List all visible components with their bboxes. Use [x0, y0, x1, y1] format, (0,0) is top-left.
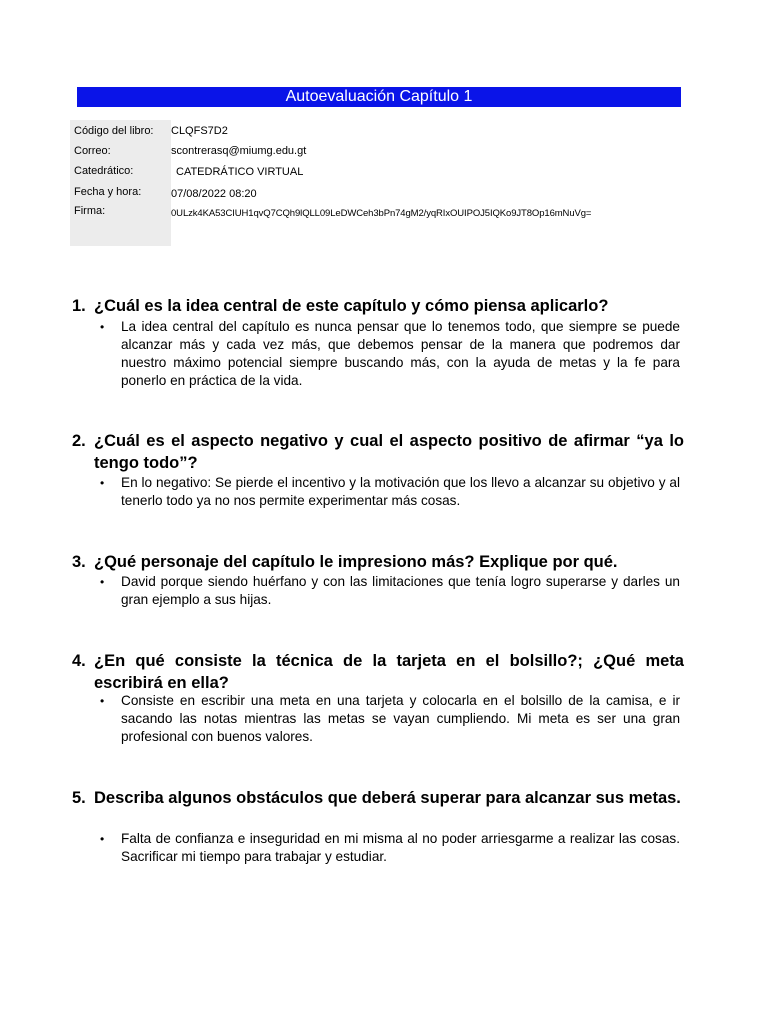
bullet-icon: •	[100, 694, 105, 708]
answer-text: En lo negativo: Se pierde el incentivo y la motivación que los llevo a alcanzar su objetivo y al tenerlo todo ya no nos permite experimentar más cosas.	[121, 475, 680, 508]
email-label: Correo:	[74, 145, 111, 157]
email-value: scontrerasq@miumg.edu.gt	[171, 145, 307, 157]
question-3	[72, 551, 684, 573]
question-1	[72, 295, 684, 317]
answer-text: David porque siendo huérfano y con las limitaciones que tenía logro superarse y darles un gran ejemplo a sus hijas.	[121, 574, 680, 607]
answer-text: Falta de confianza e inseguridad en mi misma al no poder arriesgarme a realizar las cosas. Sacrificar mi tiempo para trabajar y estudiar.	[121, 831, 680, 864]
bullet-icon: •	[100, 575, 105, 589]
signature-value: 0ULzk4KA53CIUH1qvQ7CQh9lQLL09LeDWCeh3bPn74gM2/yqRIxOUIPOJ5IQKo9JT8Op16mNuVg=	[171, 208, 592, 219]
question-text: ¿Cuál es el aspecto negativo y cual el aspecto positivo de afirmar “ya lo tengo todo”?	[94, 432, 684, 472]
answer-4	[100, 692, 680, 746]
question-4	[72, 650, 684, 694]
bullet-icon: •	[100, 832, 105, 846]
question-number: 5.	[72, 789, 86, 807]
question-5	[72, 787, 684, 809]
answer-text: Consiste en escribir una meta en una tarjeta y colocarla en el bolsillo de la camisa, e ir sacando las notas mientras las metas se vayan cumpliendo. Mi meta es ser una gran profesional con buenos valores.	[121, 693, 680, 744]
bullet-icon: •	[100, 320, 105, 334]
question-text: ¿Cuál es la idea central de este capítulo y cómo piensa aplicarlo?	[94, 297, 609, 315]
answer-3	[100, 573, 680, 609]
meta-label-panel	[70, 120, 171, 246]
signature-label: Firma:	[74, 205, 106, 217]
question-2	[72, 430, 684, 474]
question-text: Describa algunos obstáculos que deberá superar para alcanzar sus metas.	[94, 789, 681, 807]
teacher-label: Catedrático:	[74, 165, 134, 177]
question-number: 3.	[72, 553, 86, 571]
answer-1	[100, 318, 680, 390]
datetime-value: 07/08/2022 08:20	[171, 188, 257, 200]
question-number: 2.	[72, 432, 86, 450]
book-code-label: Código del libro:	[74, 125, 154, 137]
book-code-value: CLQFS7D2	[171, 125, 228, 137]
question-number: 4.	[72, 652, 86, 670]
question-text: ¿En qué consiste la técnica de la tarjeta en el bolsillo?; ¿Qué meta escribirá en ella?	[94, 652, 684, 692]
datetime-label: Fecha y hora:	[74, 186, 142, 198]
question-text: ¿Qué personaje del capítulo le impresiono más? Explique por qué.	[94, 553, 618, 571]
answer-2	[100, 474, 680, 510]
answer-5	[100, 830, 680, 866]
bullet-icon: •	[100, 476, 105, 490]
page-title: Autoevaluación Capítulo 1	[77, 87, 681, 107]
teacher-value: CATEDRÁTICO VIRTUAL	[176, 166, 304, 178]
question-number: 1.	[72, 297, 86, 315]
answer-text: La idea central del capítulo es nunca pensar que lo tenemos todo, que siempre se puede alcanzar más y cada vez más, que debemos pensar de la manera que podremos dar nuestro máximo potencial siempre buscando más, con la ayuda de metas y la fe para ponerlo en práctica de la vida.	[121, 319, 680, 388]
